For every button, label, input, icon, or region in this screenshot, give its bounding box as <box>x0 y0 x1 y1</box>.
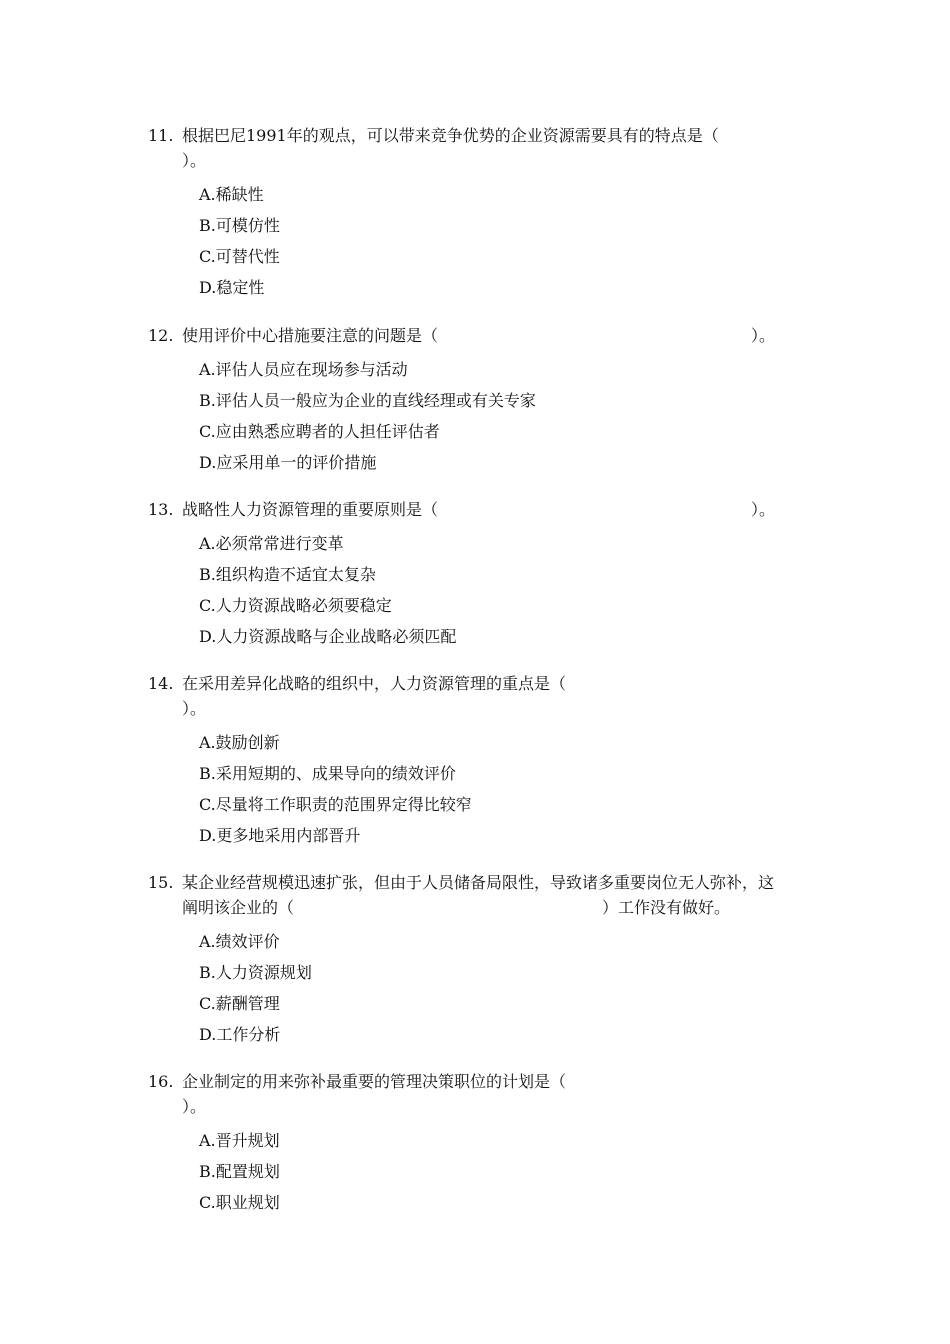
question-stem <box>148 870 818 895</box>
question-12 <box>148 323 818 478</box>
question-11 <box>148 123 818 303</box>
question-text: 根据巴尼1991年的观点，可以带来竞争优势的企业资源需要具有的特点是（ <box>182 126 719 145</box>
option-a: A.鼓励创新 <box>199 733 280 752</box>
question-15 <box>148 870 818 1050</box>
option-a: A.晋升规划 <box>199 1131 280 1150</box>
question-text-continuation: ）。 <box>182 1097 207 1116</box>
options-list <box>148 528 818 652</box>
option-a: A.必须常常进行变革 <box>199 534 344 553</box>
question-text-end: ）。 <box>751 326 776 345</box>
question-number: 15. <box>148 873 174 892</box>
option-c: C.职业规划 <box>199 1193 280 1212</box>
question-stem <box>148 497 818 522</box>
options-list <box>148 179 818 303</box>
option-d: D.工作分析 <box>199 1025 281 1044</box>
option-b: B.采用短期的、成果导向的绩效评价 <box>199 764 456 783</box>
option-c: C.尽量将工作职责的范围界定得比较窄 <box>199 795 472 814</box>
option-a: A.绩效评价 <box>199 932 280 951</box>
question-number: 12. <box>148 326 174 345</box>
question-text: 战略性人力资源管理的重要原则是（ <box>182 500 439 519</box>
option-d: D.应采用单一的评价措施 <box>199 453 377 472</box>
question-text-continuation: ）。 <box>182 699 207 718</box>
question-text: 企业制定的用来弥补最重要的管理决策职位的计划是（ <box>182 1072 567 1091</box>
question-text-continuation <box>148 895 818 920</box>
question-text: 在采用差异化战略的组织中，人力资源管理的重点是（ <box>182 674 567 693</box>
question-stem <box>148 1069 818 1094</box>
question-text-part: ）工作没有做好。 <box>602 898 731 917</box>
option-a: A.评估人员应在现场参与活动 <box>199 360 408 379</box>
question-16 <box>148 1069 818 1218</box>
question-text-part: 阐明该企业的（ <box>182 898 295 917</box>
options-list <box>148 354 818 478</box>
option-d: D.人力资源战略与企业战略必须匹配 <box>199 627 457 646</box>
option-d: D.更多地采用内部晋升 <box>199 826 361 845</box>
question-stem <box>148 671 818 696</box>
option-b: B.人力资源规划 <box>199 963 312 982</box>
question-text-continuation: ）。 <box>182 151 207 170</box>
question-number: 11. <box>148 126 174 145</box>
question-stem <box>148 323 818 348</box>
question-stem <box>148 123 818 148</box>
options-list <box>148 926 818 1050</box>
question-number: 13. <box>148 500 174 519</box>
question-13 <box>148 497 818 652</box>
options-list <box>148 1125 818 1218</box>
option-c: C.应由熟悉应聘者的人担任评估者 <box>199 422 440 441</box>
option-b: B.可模仿性 <box>199 216 280 235</box>
option-a: A.稀缺性 <box>199 185 264 204</box>
option-b: B.组织构造不适宜太复杂 <box>199 565 376 584</box>
options-list <box>148 727 818 851</box>
option-c: C.薪酬管理 <box>199 994 280 1013</box>
option-c: C.可替代性 <box>199 247 280 266</box>
option-b: B.配置规划 <box>199 1162 280 1181</box>
option-c: C.人力资源战略必须要稳定 <box>199 596 392 615</box>
option-d: D.稳定性 <box>199 278 265 297</box>
option-b: B.评估人员一般应为企业的直线经理或有关专家 <box>199 391 536 410</box>
question-number: 16. <box>148 1072 174 1091</box>
question-text: 某企业经营规模迅速扩张，但由于人员储备局限性，导致诸多重要岗位无人弥补，这 <box>182 873 775 892</box>
question-number: 14. <box>148 674 174 693</box>
question-text: 使用评价中心措施要注意的问题是（ <box>182 326 439 345</box>
question-14 <box>148 671 818 851</box>
question-text-end: ）。 <box>751 500 776 519</box>
